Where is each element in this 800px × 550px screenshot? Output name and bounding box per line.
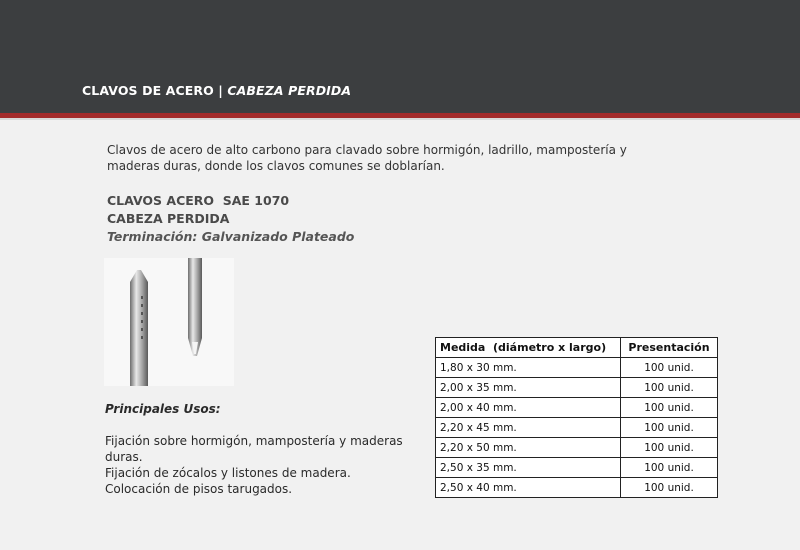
cell-presentation: 100 unid. [621, 438, 718, 458]
page-header [0, 0, 800, 113]
table-row [436, 478, 718, 498]
nails-photo [104, 258, 234, 386]
title-subtitle: CABEZA PERDIDA [227, 83, 352, 98]
header-presentation: Presentación [621, 338, 718, 358]
nails-image [104, 258, 234, 386]
table-row [436, 458, 718, 478]
nail-left [130, 270, 148, 386]
cell-presentation: 100 unid. [621, 458, 718, 478]
spec-finish: Terminación: Galvanizado Plateado [107, 229, 355, 244]
uses-block [105, 401, 425, 497]
cell-presentation: 100 unid. [621, 398, 718, 418]
spec-block [107, 192, 354, 246]
cell-presentation: 100 unid. [621, 378, 718, 398]
uses-title: Principales Usos: [105, 402, 221, 416]
use-item: Fijación de zócalos y listones de madera. [105, 466, 351, 480]
cell-presentation: 100 unid. [621, 358, 718, 378]
nail-right [188, 258, 202, 356]
cell-measure: 2,50 x 35 mm. [436, 458, 621, 478]
cell-presentation: 100 unid. [621, 418, 718, 438]
cell-presentation: 100 unid. [621, 478, 718, 498]
title-main: CLAVOS DE ACERO | [82, 83, 223, 98]
spec-line-material: CLAVOS ACERO SAE 1070 [107, 193, 290, 208]
table-header-row [436, 338, 718, 358]
table-row [436, 378, 718, 398]
cell-measure: 2,20 x 45 mm. [436, 418, 621, 438]
sizes-table [435, 337, 718, 498]
cell-measure: 1,80 x 30 mm. [436, 358, 621, 378]
table-row [436, 418, 718, 438]
cell-measure: 2,00 x 35 mm. [436, 378, 621, 398]
use-item: Colocación de pisos tarugados. [105, 482, 293, 496]
table-row [436, 438, 718, 458]
cell-measure: 2,50 x 40 mm. [436, 478, 621, 498]
cell-measure: 2,00 x 40 mm. [436, 398, 621, 418]
use-item: Fijación sobre hormigón, mampostería y maderas duras. [105, 434, 403, 464]
intro-paragraph: Clavos de acero de alto carbono para clavado sobre hormigón, ladrillo, mampostería y maderas duras, donde los clavos comunes se doblarían. [107, 143, 627, 173]
header-measure: Medida (diámetro x largo) [436, 338, 621, 358]
table-row [436, 398, 718, 418]
page-title [82, 83, 351, 98]
header-shadow-line [0, 118, 800, 120]
cell-measure: 2,20 x 50 mm. [436, 438, 621, 458]
spec-line-head: CABEZA PERDIDA [107, 211, 230, 226]
table-row [436, 358, 718, 378]
